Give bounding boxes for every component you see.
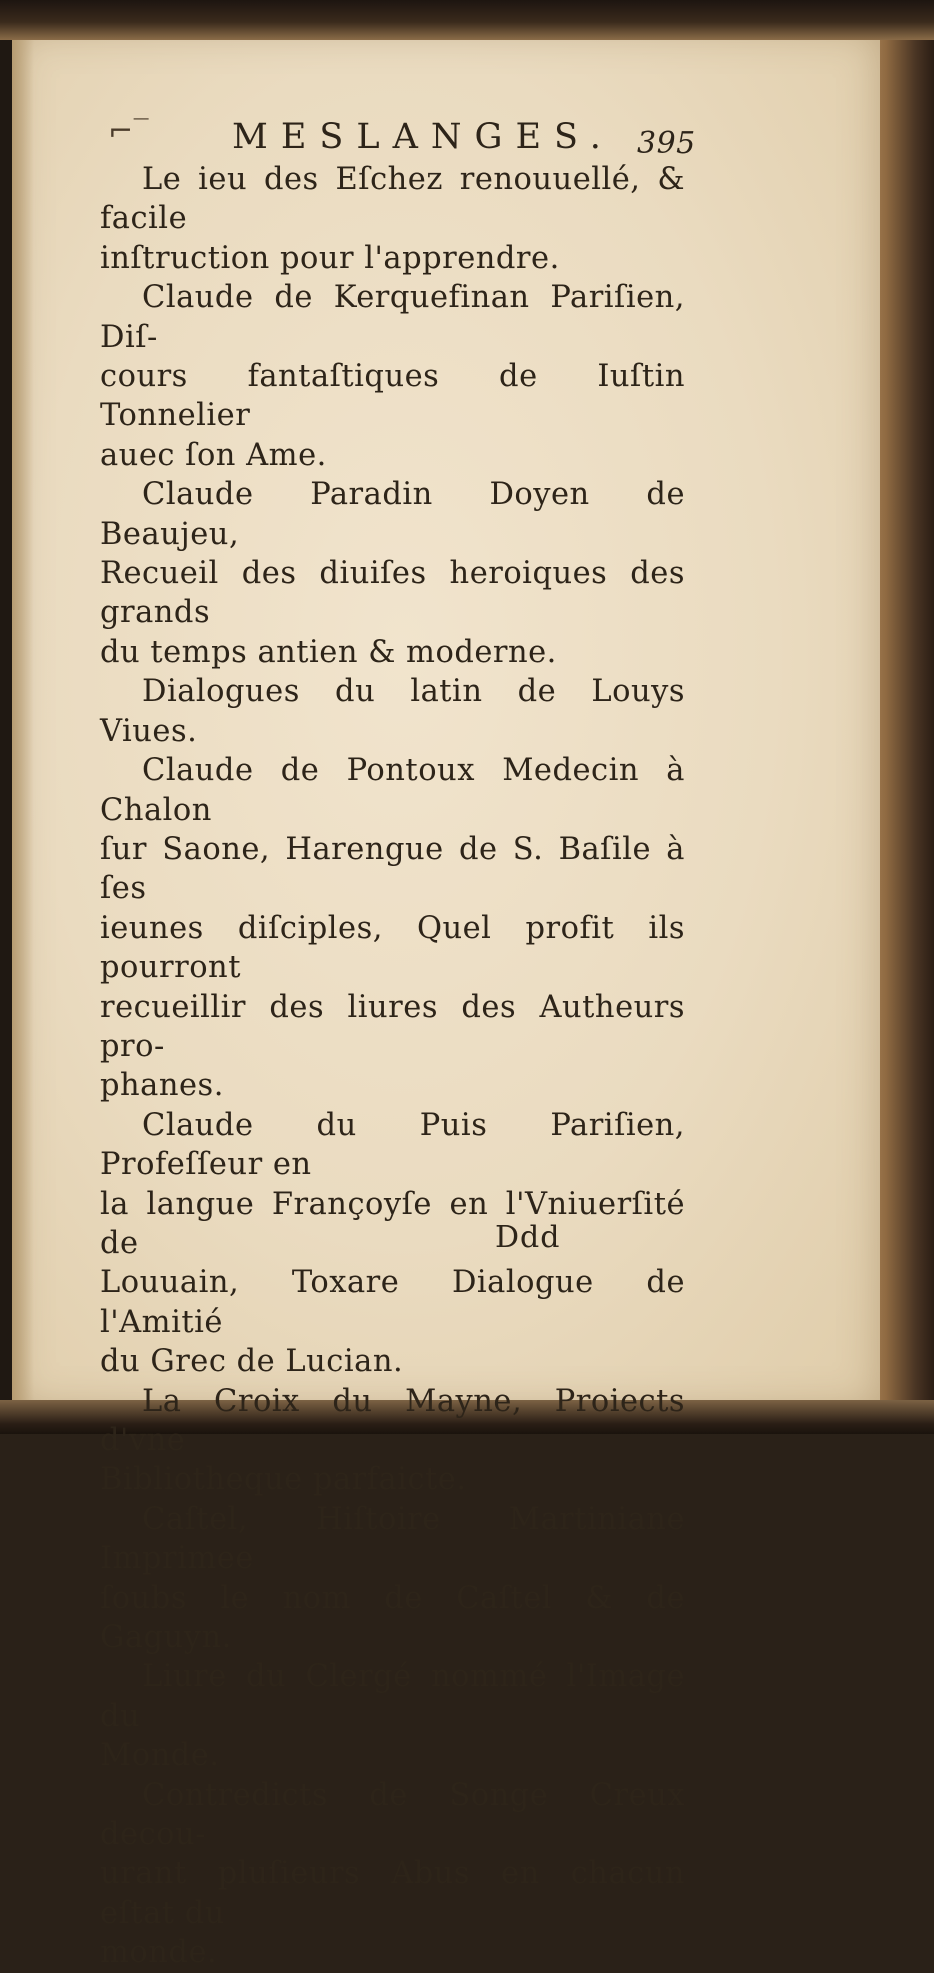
list-item: La Croix du Mayne, Proiects d'vne Bibliotheque parfaicte. xyxy=(100,1383,685,1498)
list-item: Caſtel, Hiſtoire Martiniane Imprimee ſoubs le nom de Caſtel & de Gaguyn. xyxy=(100,1501,685,1656)
list-item: Contredicts de Songe Creux decou- urant pluſieurs Abus en chacun eſtat du monde. xyxy=(100,1777,685,1971)
list-item: Claude du Puis Pariſien, Profeſſeur en la langue Françoyſe en l'Vniuerſité de Louuain, Toxare Dialogue de l'Amitié du Grec de Lucian. xyxy=(100,1107,685,1380)
list-item: Le ieu des Eſchez renouuellé, & facile inſtruction pour l'apprendre. xyxy=(100,162,685,276)
list-item: Claude Paradin Doyen de Beaujeu, Recueil des diuiſes heroiques des grands du temps antien & moderne. xyxy=(100,477,685,670)
list-item: Claude de Pontoux Medecin à Chalon ſur Saone, Harengue de S. Baſile à ſes ieunes diſciples, Quel profit ils pourront recueillir des liures des Autheurs pro- phanes. xyxy=(100,753,685,1104)
page-gutter-shadow xyxy=(12,30,34,1410)
header-mark: ⌐‾ xyxy=(108,114,150,149)
page-number: 395 xyxy=(637,126,696,161)
list-item: Liure du Clergé nommé l'Image du Monde. xyxy=(100,1659,685,1774)
list-item: Claude de Kerquefinan Pariſien, Diſ- cours fantaſtiques de Iuſtin Tonnelier auec ſon Ame. xyxy=(100,280,685,473)
running-head: MESLANGES. xyxy=(232,117,614,157)
book-edge-top xyxy=(0,0,934,40)
signature-mark: Ddd xyxy=(495,1220,561,1255)
entry-list xyxy=(100,160,685,1973)
list-item: Dialogues du latin de Louys Viues. xyxy=(100,674,685,749)
